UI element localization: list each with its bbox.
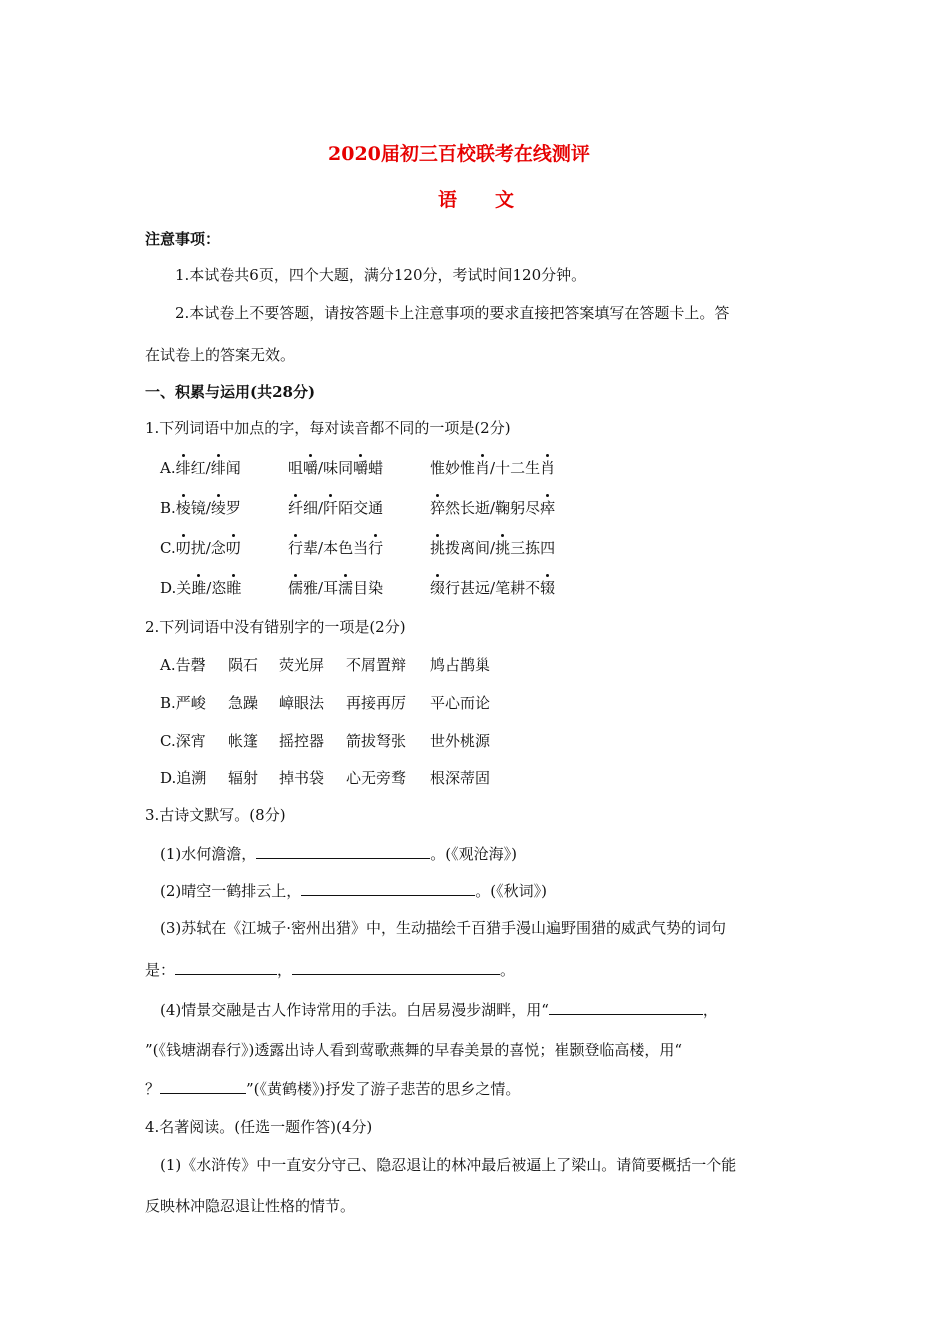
q3-stem: 3.古诗文默写。(8分): [145, 806, 286, 824]
q3-item-2: [160, 881, 547, 901]
q4-item-1-line-1: (1)《水浒传》中一直安分守己、隐忍退让的林冲最后被逼上了梁山。请简要概括一个能: [160, 1156, 737, 1174]
q1-option-d-col3: 缀行甚远/笔耕不辍: [430, 579, 556, 597]
q3-item-1: [160, 844, 517, 864]
q2-option-b-term: 平心而论: [430, 694, 491, 712]
q3-item-3-comma: ，: [277, 961, 293, 979]
q1-option-a-col3: 惟妙惟肖/十二生肖: [430, 459, 556, 477]
section-1-heading: 一、积累与运用(共28分): [145, 383, 316, 401]
q3-item-3-line-1: (3)苏轼在《江城子·密州出猎》中，生动描绘千百猎手漫山遍野围猎的威武气势的词句: [160, 919, 727, 937]
q1-option-b-col1: B.棱镜/绫罗: [160, 499, 241, 517]
q3-item-4-source: ”(《黄鹤楼》)抒发了游子悲苦的思乡之情。: [246, 1080, 521, 1098]
q2-option-c-term: 世外桃源: [430, 732, 491, 750]
answer-blank: [160, 1079, 246, 1094]
q2-option-c-term: 箭拔弩张: [346, 732, 407, 750]
q3-item-4-line-1: [160, 1000, 718, 1020]
q2-option-a-term: 鸠占鹊巢: [430, 656, 491, 674]
q1-option-a-col2: 咀嚼/味同嚼蜡: [288, 459, 384, 477]
q2-option-b-term: 嶂眼法: [279, 694, 325, 712]
q1-option-b-col2: 纤细/阡陌交通: [288, 499, 384, 517]
q3-item-3-lead: 是：: [145, 961, 176, 979]
notes-item-1: 1.本试卷共6页，四个大题，满分120分，考试时间120分钟。: [175, 266, 587, 284]
q2-option-d-term: 心无旁骛: [346, 769, 407, 787]
q1-option-a-col1: A.绯红/绯闻: [160, 459, 241, 477]
q2-option-b-term: B.严峻: [160, 694, 206, 712]
q2-option-a-term: 陨石: [228, 656, 259, 674]
notes-item-2-line-2: 在试卷上的答案无效。: [145, 346, 296, 364]
q2-option-c-term: C.深宵: [160, 732, 206, 750]
q3-item-4-line-2: ”(《钱塘湖春行》)透露出诗人看到莺歌燕舞的早春美景的喜悦；崔颢登临高楼，用“: [145, 1041, 683, 1059]
q3-item-2-source: 。(《秋词》): [475, 882, 547, 900]
q1-option-c-col1: C.叨扰/念叨: [160, 539, 241, 557]
q3-item-3-end: 。: [500, 961, 516, 979]
q2-option-d-term: 掉书袋: [279, 769, 325, 787]
answer-blank: [175, 960, 277, 975]
q3-item-4-line-3: [145, 1079, 520, 1099]
q3-item-4-comma: ，: [702, 1001, 718, 1019]
q2-stem: 2.下列词语中没有错别字的一项是(2分): [145, 618, 406, 636]
q1-option-b-col3: 猝然长逝/鞠躬尽瘁: [430, 499, 556, 517]
q2-option-b-term: 再接再厉: [346, 694, 407, 712]
notes-heading: 注意事项：: [145, 230, 221, 248]
answer-blank: [292, 960, 500, 975]
q2-option-a-term: A.告磬: [160, 656, 206, 674]
q3-item-4-prompt: (4)情景交融是古人作诗常用的手法。白居易漫步湖畔，用“: [160, 1001, 549, 1019]
notes-item-2-line-1: 2.本试卷上不要答题，请按答题卡上注意事项的要求直接把答案填写在答题卡上。答: [175, 304, 730, 322]
q2-option-d-term: 辐射: [228, 769, 259, 787]
answer-blank: [549, 1000, 703, 1015]
exam-title: 2020届初三百校联考在线测评: [328, 143, 590, 165]
q3-item-1-source: 。(《观沧海》): [430, 845, 517, 863]
q1-option-d-col1: D.关雎/恣睢: [160, 579, 242, 597]
answer-blank: [301, 881, 475, 896]
q1-option-d-col2: 儒雅/耳濡目染: [288, 579, 384, 597]
q2-option-d-term: 根深蒂固: [430, 769, 491, 787]
q2-option-a-term: 荧光屏: [279, 656, 325, 674]
q3-item-4-mark: ？: [145, 1080, 161, 1098]
q1-option-c-col3: 挑拨离间/挑三拣四: [430, 539, 556, 557]
q3-item-3-line-2: [145, 960, 515, 980]
q4-item-1-line-2: 反映林冲隐忍退让性格的情节。: [145, 1197, 356, 1215]
q2-option-b-term: 急躁: [228, 694, 259, 712]
answer-blank: [256, 844, 430, 859]
q1-stem: 1.下列词语中加点的字，每对读音都不同的一项是(2分): [145, 419, 511, 437]
q2-option-c-term: 摇控器: [279, 732, 325, 750]
q4-stem: 4.名著阅读。(任选一题作答)(4分): [145, 1118, 373, 1136]
q3-item-1-prompt: (1)水何澹澹，: [160, 845, 257, 863]
q3-item-2-prompt: (2)晴空一鹤排云上，: [160, 882, 302, 900]
q2-option-a-term: 不屑置辩: [346, 656, 407, 674]
q2-option-d-term: D.追溯: [160, 769, 207, 787]
q1-option-c-col2: 行辈/本色当行: [288, 539, 384, 557]
q2-option-c-term: 帐篷: [228, 732, 259, 750]
subject-title: 语 文: [438, 189, 515, 211]
